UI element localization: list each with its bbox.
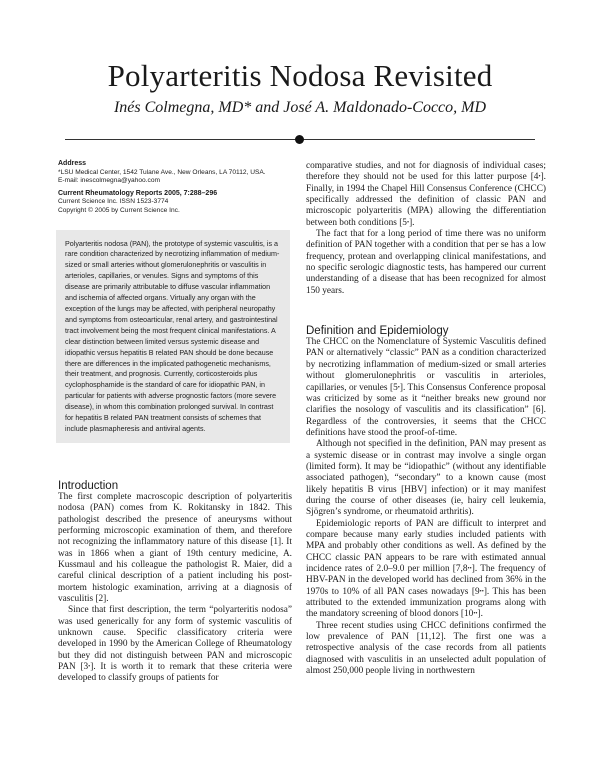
address-text: *LSU Medical Center, 1542 Tulane Ave., New Orleans, LA 70112, USA. [58,168,266,176]
bullets-icon: •• [479,588,484,595]
article-title: Polyarteritis Nodosa Revisited [107,58,493,93]
definition-paragraph-1: The CHCC on the Nomenclature of Systemic Vasculitis defined PAN or alternatively “classic” PAN as a condition characterized by necrotizing inflammation of medium-sized or small arteries without glomerulonephritis or vasculitis in arterioles, capillaries, or venules [5•]. This Consensus Conference proposal was criticized by some as it “neither breaks new ground nor clarifies the nosology of vasculitis and its classification” [6]. Regardless of the controversies, it seems that the CHCC definitions have stood the proof-of-time. [306,337,547,438]
article-authors: Inés Colmegna, MD* and José A. Maldonado-Cocco, MD [113,99,487,116]
right-column [306,161,546,677]
intro-paragraph-1: The first complete macroscopic description of polyarteritis nodosa (PAN) comes from K. Rokitansky in 1842. This pathologist described the presence of aneurysms without performing microscopic examination of them, and therefore not recognizing the inflammatory nature of this disease [1]. It was in 1866 when a giant of 19th century medicine, A. Kussmaul and his colleague the pathologist R. Maier, did a careful clinical description of a patient including his post-mortem histologic examination, arriving at a diagnosis of vasculitis [2]. [58,491,292,604]
abstract-box: Polyarteritis nodosa (PAN), the prototype of systemic vasculitis, is a rare condition characterized by necrotizing inflammation of medium-sized or small arteries without glomerulonephritis or vasculitis in arterioles, capillaries, or venules. Signs and symptoms of this disease are primarily attributable to diffuse vascular inflammation and ischemia of affected organs. Virtually any organ with the exception of the lungs may be affected, with peripheral neuropathy and symptoms from osteoarticular, renal artery, and gastrointestinal tract involvement being the most frequent clinical manifestations. A clear distinction between limited versus systemic disease and idiopathic versus hepatitis B related PAN should be done because there are differences in the implicated pathogenetic mechanisms, their treatment, and prognosis. Currently, corticosteroids plus cyclophosphamide is the standard of care for idiopathic PAN, in particular for patients with adverse prognostic factors (more severe disease), in whom this combination prolonged survival. In contrast for hepatitis B related PAN treatment consists of schemes that include plasmapheresis and antiviral agents. [56,230,290,443]
right-paragraph-1: comparative studies, and not for diagnosis of individual cases; therefore they should not be used for this latter purpose [4•]. Finally, in 1994 the Chapel Hill Consensus Conference (CHCC) specifically addressed the definition of classic PAN and microscopic polyarteritis (MPA) allowing the differentiation between both conditions [5•]. [306,161,546,228]
left-column [58,160,292,685]
publisher-issn: Current Science Inc. ISSN 1523-3774 [58,198,169,206]
address-heading: Address [58,160,87,167]
epidemiology-paragraph-2: Three recent studies using CHCC definitions confirmed the low prevalence of PAN [11,12]. The first one was a retrospective analysis of the case records from all patients diagnosed with vasculitis in an unselected adult population of almost 250,000 people living in northwestern [306,620,546,677]
epidemiology-paragraph-1: Epidemiologic reports of PAN are difficult to interpret and compare because many early studies included patients with MPA and probably other conditions as well. As defined by the CHCC classic PAN appears to be rare with estimated annual incidence rates of 2.0–9.0 per million [7,8••]. The frequency of HBV-PAN in the developed world has declined from 36% in the 1970s to 10% of all PAN cases nowadays [9••]. This has been attributed to the extended immunization programs along with the mandatory screening of blood donors [10••]. [306,518,546,620]
definition-heading: Definition and Epidemiology [306,325,449,338]
divider-dot-icon [295,135,304,144]
intro-paragraph-2: Since that first description, the term “polyarteritis nodosa” was used generically for any form of systemic vasculitis of unknown cause. Specific classificatory criteria were developed in 1990 by the American College of Rheumatology but they did not distinguish between PAN and microscopic PAN [3•]. It is worth it to remark that these criteria were developed to classify groups of patients for [58,605,292,684]
article-meta [58,160,292,216]
bullet-icon: • [397,384,400,391]
right-paragraph-2: The fact that for a long period of time there was no uniform definition of PAN together with a condition that per se has a low frequency, protean and overlapping clinical manifestations, and no specific serologic diagnostic tests, has hampered our current understanding of a disease that has been recognized for almost 150 years. [306,229,546,296]
copyright-text: Copyright © 2005 by Current Science Inc. [58,206,180,214]
bullet-icon: • [538,174,541,181]
citation-heading: Current Rheumatology Reports 2005, 7:288–296 [58,189,218,197]
definition-paragraph-2: Although not specified in the definition, PAN may present as a systemic disease or in contrast may involve a single organ (limited form). It may be “idiopathic” (without any identifiable associated pathogen), “secondary” to a known cause (most likely hepatitis B virus [HBV] infection) or it may manifest during the course of other diseases (ie, hairy cell leukemia, Sjögren’s syndrome, or rheumatoid arthritis). [306,439,546,518]
bullet-icon: • [406,219,410,226]
introduction-heading: Introduction [58,479,119,492]
email-text: E-mail: inescolmegna@yahoo.com [58,177,160,185]
bullets-icon: •• [467,566,472,572]
bullets-icon: •• [473,611,478,618]
bullet-icon: • [88,664,91,671]
